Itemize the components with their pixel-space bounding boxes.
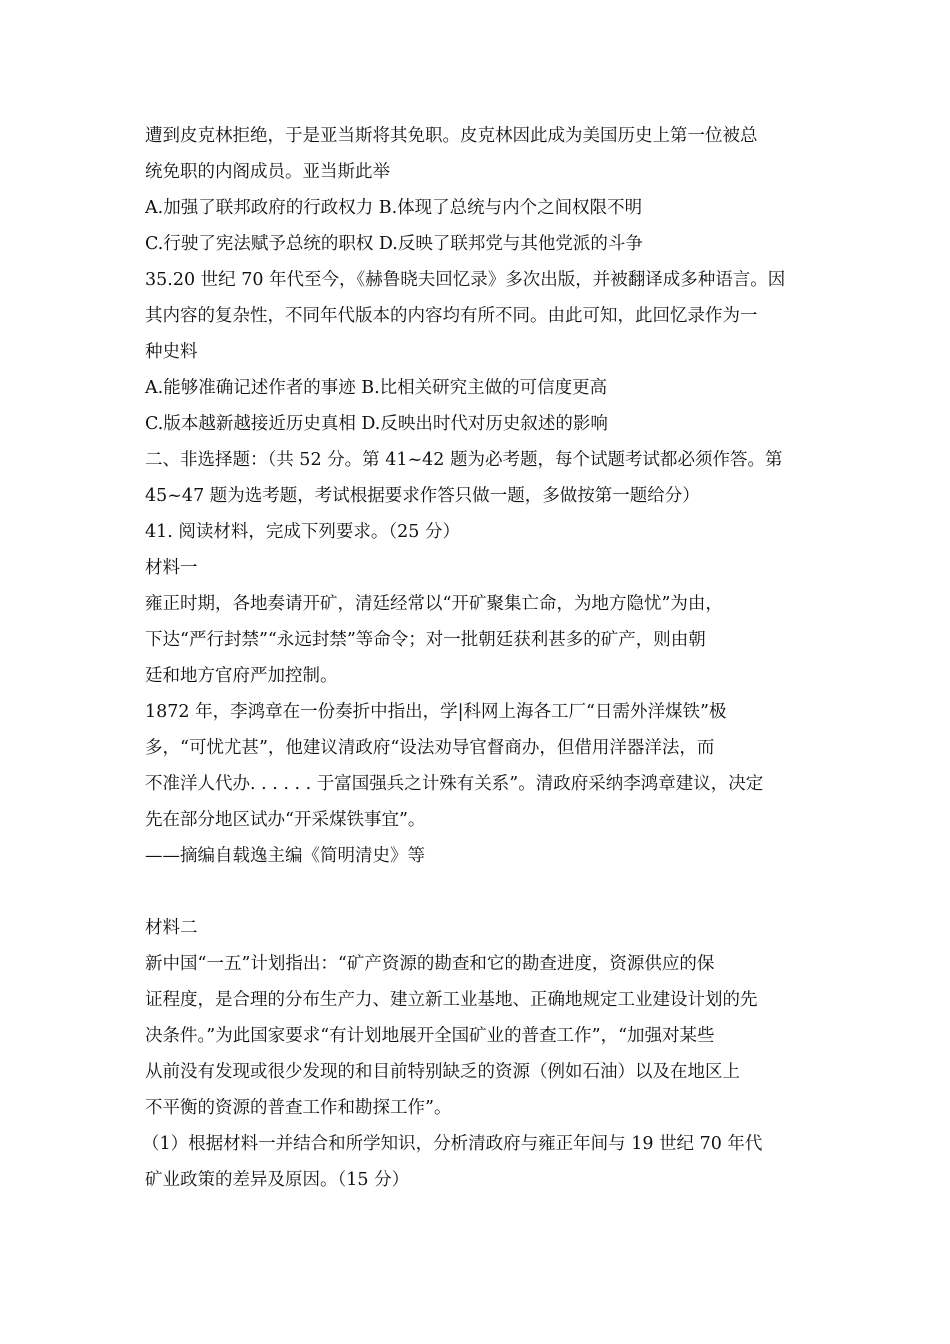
text-line: 不平衡的资源的普查工作和勘探工作”。 (145, 1098, 452, 1118)
option-line: A.加强了联邦政府的行政权力 B.体现了总统与内个之间权限不明 (145, 198, 643, 218)
text-line: 证程度，是合理的分布生产力、建立新工业基地、正确地规定工业建设计划的先 (145, 990, 758, 1010)
text-line: 决条件。”为此国家要求“有计划地展开全国矿业的普查工作”，“加强对某些 (145, 1026, 715, 1046)
text-line: 不准洋人代办. . . . . . 于富国强兵之计殊有关系”。清政府采纳李鸿章建议，决定 (145, 774, 764, 794)
text-line: 从前没有发现或很少发现的和目前特别缺乏的资源（例如石油）以及在地区上 (145, 1062, 740, 1082)
text-line: 先在部分地区试办“开采煤铁事宜”。 (145, 810, 426, 830)
text-line: 矿业政策的差异及原因。（15 分） (145, 1170, 410, 1190)
question-41: 41. 阅读材料，完成下列要求。（25 分） (145, 522, 460, 542)
text-line: 多，“可忧尤甚”，他建议清政府“设法劝导官督商办，但借用洋器洋法，而 (145, 738, 715, 758)
text-line: 遭到皮克林拒绝，于是亚当斯将其免职。皮克林因此成为美国历史上第一位被总 (145, 126, 758, 146)
text-line: 种史料 (145, 342, 198, 362)
material-label-1: 材料一 (145, 558, 198, 578)
text-line: 1872 年，李鸿章在一份奏折中指出，学|科网上海各工厂“日需外洋煤铁”极 (145, 702, 727, 722)
text-line: 新中国“一五”计划指出：“矿产资源的勘查和它的勘查进度，资源供应的保 (145, 954, 715, 974)
option-line: A.能够准确记述作者的事迹 B.比相关研究主做的可信度更高 (145, 378, 608, 398)
text-line: 廷和地方官府严加控制。 (145, 666, 338, 686)
section-heading: 二、非选择题：（共 52 分。第 41~42 题为必考题，每个试题考试都必须作答。第 (145, 450, 783, 470)
text-line: 45~47 题为选考题，考试根据要求作答只做一题，多做按第一题给分） (145, 486, 700, 506)
option-line: C.行驶了宪法赋予总统的职权 D.反映了联邦党与其他党派的斗争 (145, 234, 643, 254)
source-citation: ——摘编自载逸主编《简明清史》等 (145, 846, 425, 866)
option-line: C.版本越新越接近历史真相 D.反映出时代对历史叙述的影响 (145, 414, 608, 434)
sub-question-1: （1）根据材料一并结合和所学知识，分析清政府与雍正年间与 19 世纪 70 年代 (142, 1134, 763, 1154)
text-line: 统免职的内阁成员。亚当斯此举 (145, 162, 390, 182)
text-line: 其内容的复杂性，不同年代版本的内容均有所不同。由此可知，此回忆录作为一 (145, 306, 758, 326)
text-line: 雍正时期，各地奏请开矿，清廷经常以“开矿聚集亡命，为地方隐忧”为由， (145, 594, 723, 614)
material-label-2: 材料二 (145, 918, 198, 938)
question-35: 35.20 世纪 70 年代至今，《赫鲁晓夫回忆录》多次出版，并被翻译成多种语言。因 (145, 270, 786, 290)
text-line: 下达“严行封禁”“永远封禁”等命令；对一批朝廷获利甚多的矿产，则由朝 (145, 630, 706, 650)
